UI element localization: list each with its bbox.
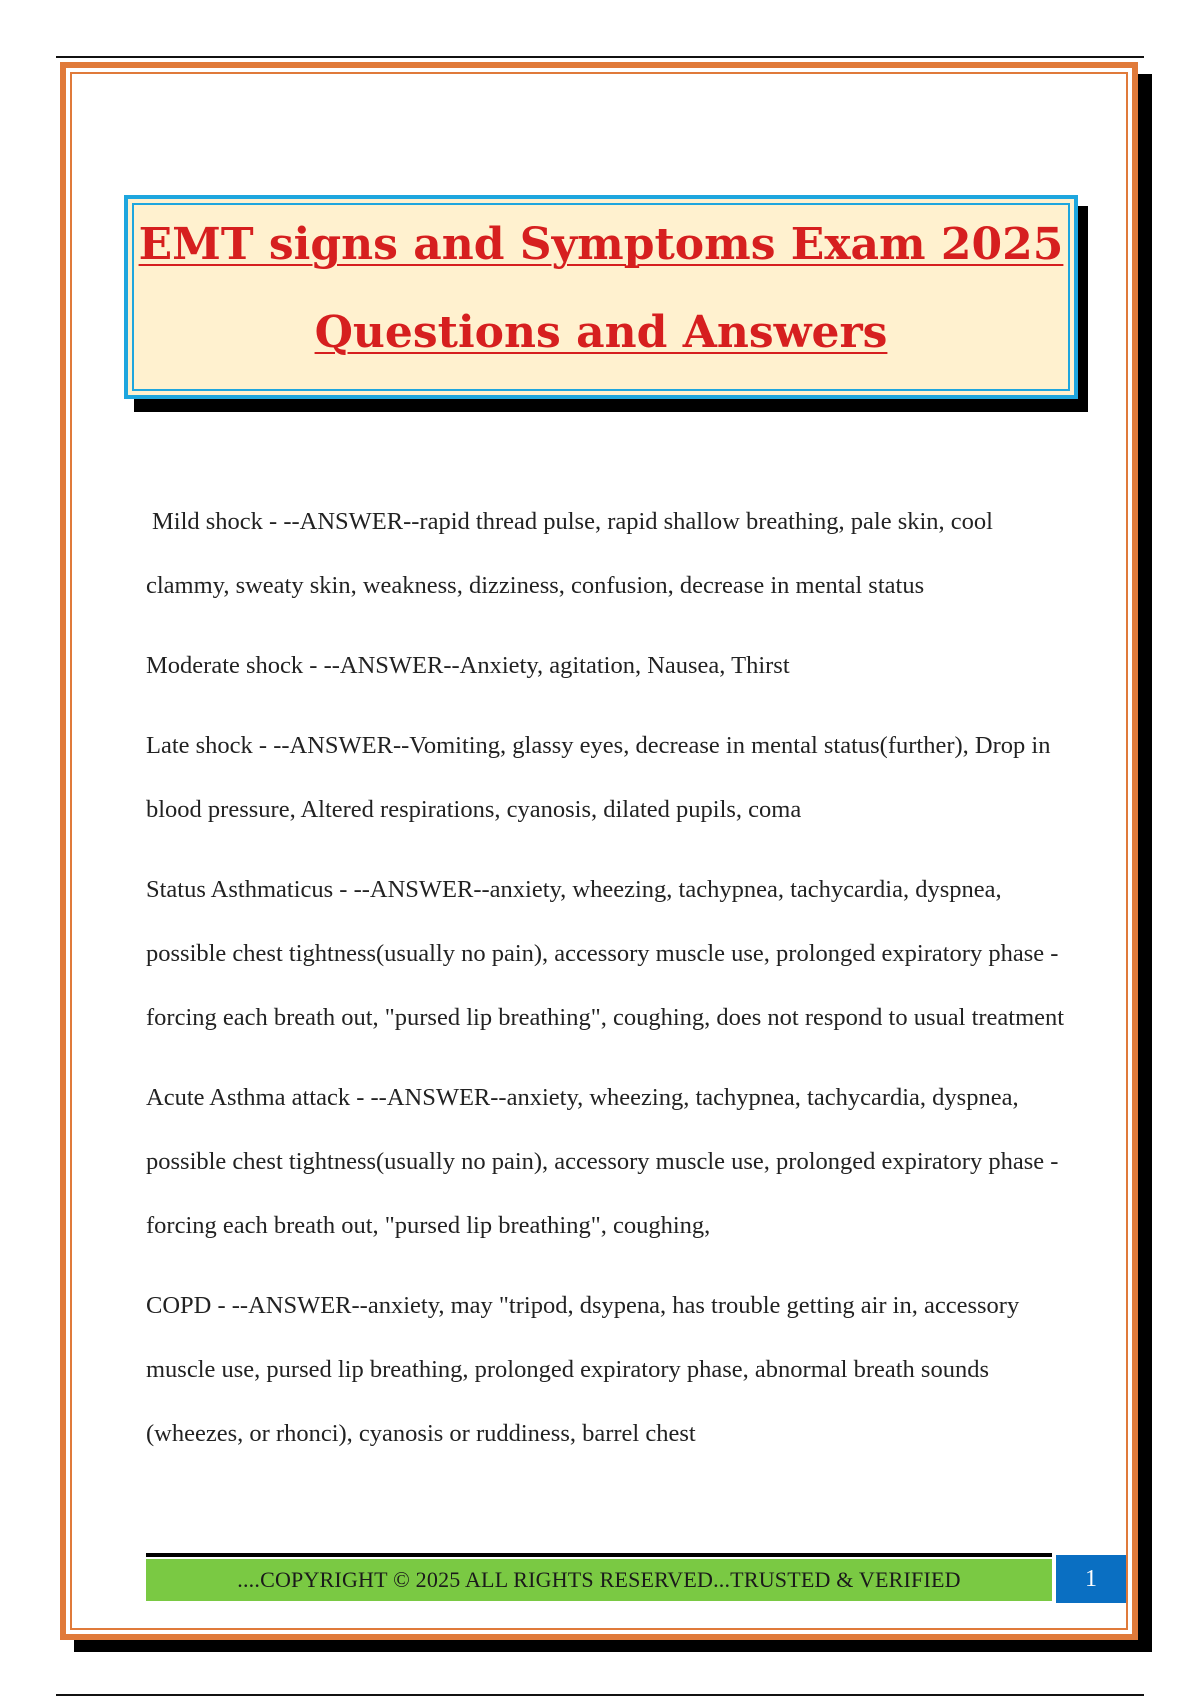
- page-number: 1: [1056, 1555, 1126, 1603]
- document-title-line-1: EMT signs and Symptoms Exam 2025: [138, 219, 1064, 270]
- bottom-rule: [56, 1694, 1144, 1696]
- document-title-line-2: Questions and Answers: [314, 307, 888, 358]
- qa-entry-status-asthmaticus: Status Asthmaticus - --ANSWER--anxiety, wheezing, tachypnea, tachycardia, dyspnea, possible chest tightness(usually no pain), accessory muscle use, prolonged expiratory phase -forcing each breath out, "pursed lip breathing", coughing, does not respond to usual treatment: [146, 876, 1065, 1031]
- qa-entry-late-shock: Late shock - --ANSWER--Vomiting, glassy eyes, decrease in mental status(further), Drop in blood pressure, Altered respirations, cyanosis, dilated pupils, coma: [146, 732, 1051, 823]
- qa-entry-moderate-shock: Moderate shock - --ANSWER--Anxiety, agitation, Nausea, Thirst: [146, 652, 790, 679]
- qa-content: [146, 490, 1076, 1482]
- qa-entry-copd: COPD - --ANSWER--anxiety, may "tripod, dsypena, has trouble getting air in, accessory muscle use, pursed lip breathing, prolonged expiratory phase, abnormal breath sounds (wheezes, or rhonci), cyanosis or ruddiness, barrel chest: [146, 1292, 1020, 1447]
- qa-entry-acute-asthma-attack: Acute Asthma attack - --ANSWER--anxiety, wheezing, tachypnea, tachycardia, dyspnea, possible chest tightness(usually no pain), accessory muscle use, prolonged expiratory phase -forcing each breath out, "pursed lip breathing", coughing,: [146, 1084, 1059, 1239]
- footer-copyright: ....COPYRIGHT © 2025 ALL RIGHTS RESERVED...TRUSTED & VERIFIED: [146, 1559, 1052, 1601]
- title-box: [124, 195, 1078, 399]
- qa-entry-mild-shock: Mild shock - --ANSWER--rapid thread pulse, rapid shallow breathing, pale skin, cool clammy, sweaty skin, weakness, dizziness, confusion, decrease in mental status: [146, 508, 993, 599]
- top-rule: [56, 56, 1144, 58]
- footer-rule: [146, 1553, 1052, 1557]
